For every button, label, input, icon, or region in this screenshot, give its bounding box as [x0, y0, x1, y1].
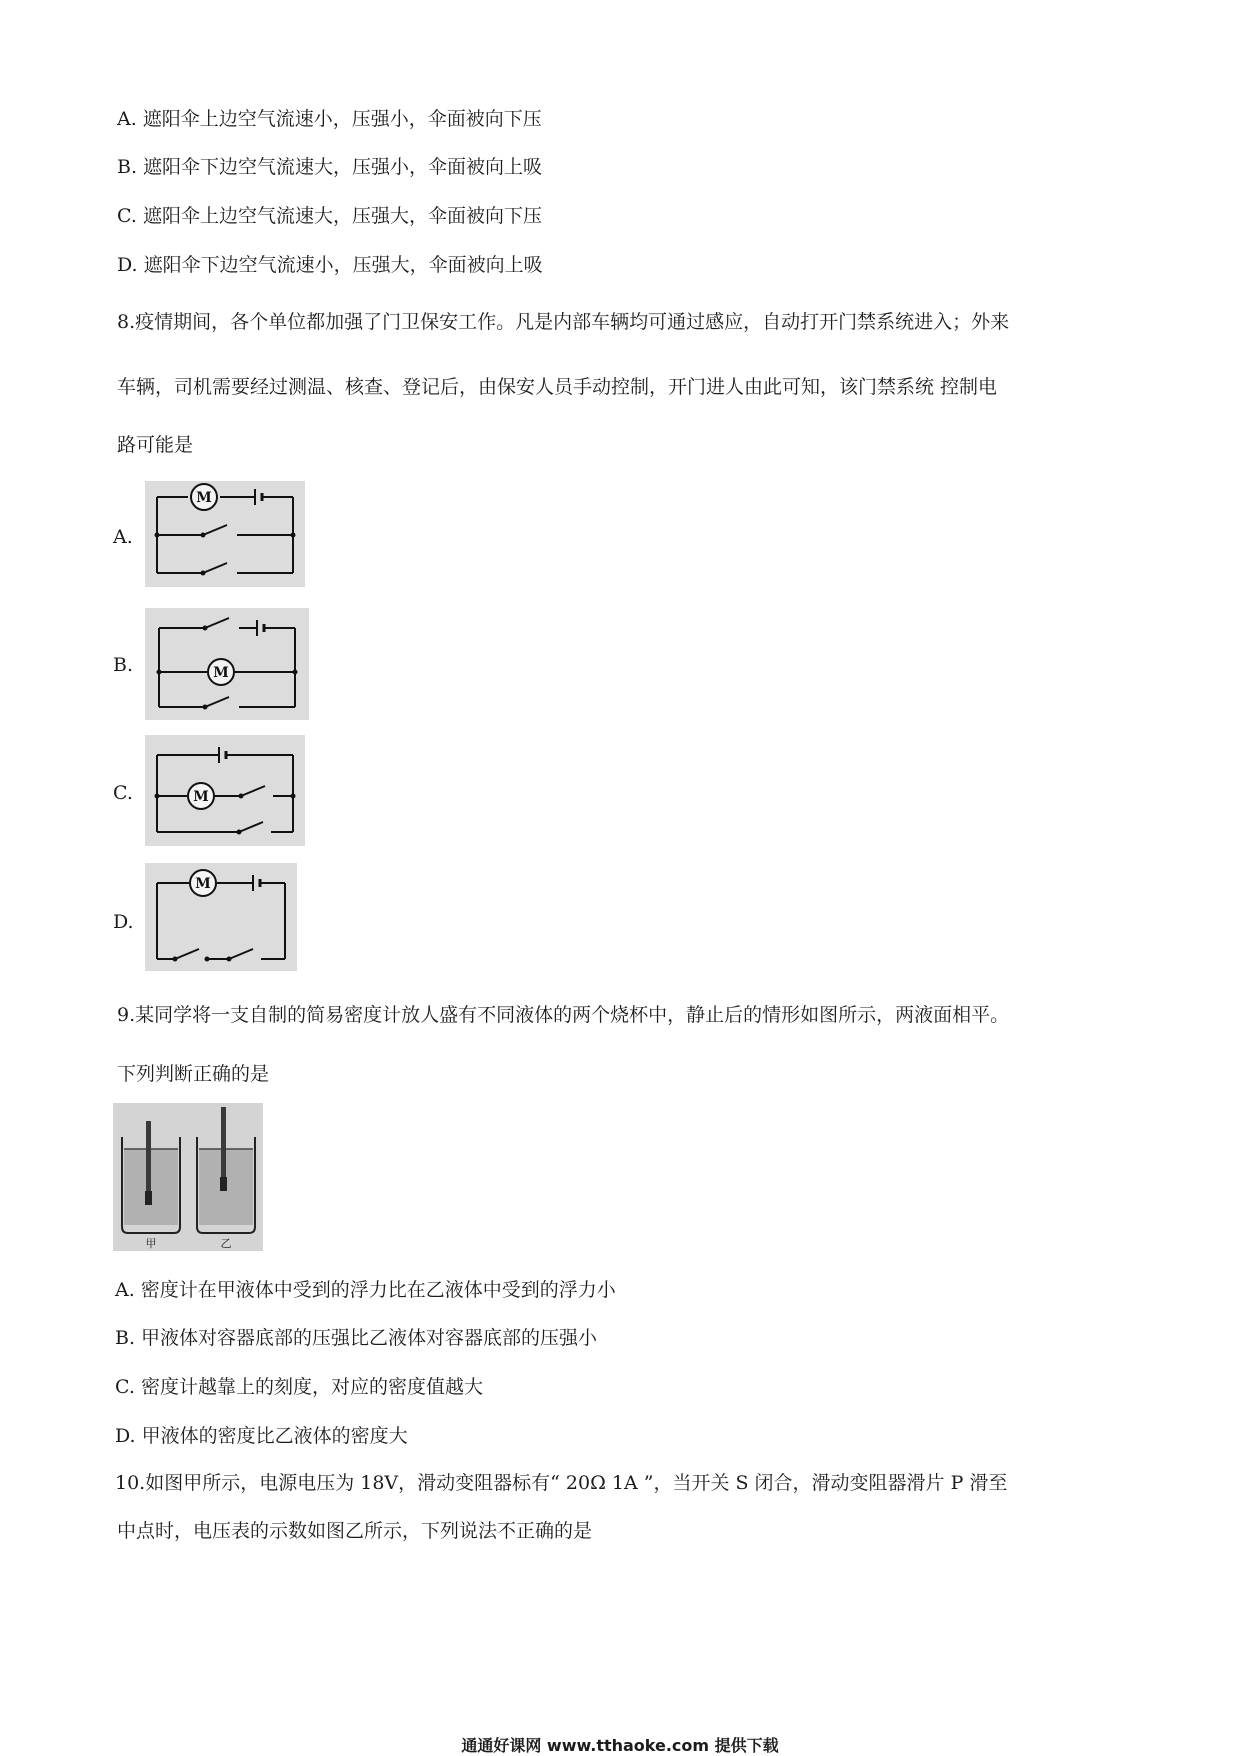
q8-b-motor-symbol: M	[213, 665, 229, 681]
q8-label-c: C.	[113, 782, 133, 804]
q10-stem-line1: 10.如图甲所示，电源电压为 18V，滑动变阻器标有“ 20Ω 1A ”，当开关 S 闭合，滑动变阻器滑片 P 滑至	[115, 1472, 1008, 1494]
q7-option-a: A. 遮阳伞上边空气流速小，压强小，伞面被向下压	[117, 108, 542, 130]
q9-beaker-figure	[113, 1103, 263, 1251]
q9-label-yi: 乙	[220, 1237, 232, 1250]
q8-label-a: A.	[113, 526, 133, 548]
beaker-left	[122, 1121, 180, 1233]
q8-circuit-a	[145, 481, 305, 587]
q7-option-d: D. 遮阳伞下边空气流速小，压强大，伞面被向上吸	[117, 254, 543, 276]
q8-circuit-c	[145, 735, 305, 846]
q8-c-motor-symbol: M	[193, 789, 209, 805]
q8-a-motor-symbol: M	[196, 490, 212, 506]
q9-label-jia: 甲	[145, 1237, 157, 1250]
q8-stem-line1: 8.疫情期间，各个单位都加强了门卫保安工作。凡是内部车辆均可通过感应，自动打开门禁系统进入；外来	[117, 311, 1010, 333]
q8-circuit-d	[145, 863, 297, 971]
q8-circuit-b	[145, 608, 309, 720]
q9-option-c: C. 密度计越靠上的刻度，对应的密度值越大	[115, 1376, 483, 1398]
q10-stem-line2: 中点时，电压表的示数如图乙所示，下列说法不正确的是	[117, 1520, 593, 1542]
q8-stem-line3: 路可能是	[117, 434, 194, 456]
q9-stem-line1: 9.某同学将一支自制的简易密度计放人盛有不同液体的两个烧杯中，静止后的情形如图所示，两液面相平。	[117, 1004, 1010, 1026]
q8-d-motor-symbol: M	[195, 876, 211, 892]
q8-stem-line2: 车辆，司机需要经过测温、核查、登记后，由保安人员手动控制，开门进人由此可知，该门禁系统 控制电	[117, 376, 998, 398]
q9-option-a: A. 密度计在甲液体中受到的浮力比在乙液体中受到的浮力小	[115, 1279, 616, 1301]
q9-stem-line2: 下列判断正确的是	[117, 1063, 270, 1085]
q9-option-b: B. 甲液体对容器底部的压强比乙液体对容器底部的压强小	[115, 1327, 598, 1349]
q7-option-b: B. 遮阳伞下边空气流速大，压强小，伞面被向上吸	[117, 156, 543, 178]
q8-label-d: D.	[113, 911, 134, 933]
q7-option-c: C. 遮阳伞上边空气流速大，压强大，伞面被向下压	[117, 205, 542, 227]
page-footer: 通通好课网 www.tthaoke.com 提供下载	[461, 1736, 779, 1755]
beaker-right	[197, 1107, 255, 1233]
q8-label-b: B.	[113, 654, 134, 676]
q9-option-d: D. 甲液体的密度比乙液体的密度大	[115, 1425, 408, 1447]
